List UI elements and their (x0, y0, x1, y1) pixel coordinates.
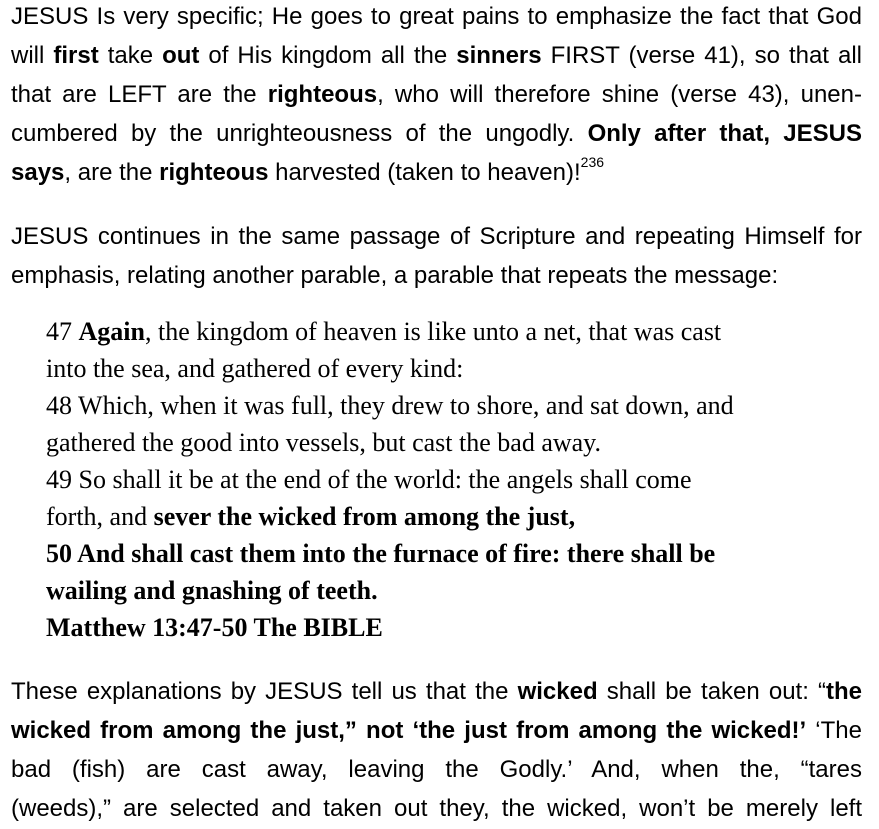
text-run: cumbered by the unrighteousness of the ungodly. (11, 120, 588, 147)
text-run: 49 So shall it be at the end of the world: the angels shall come (46, 465, 692, 494)
text-run: 48 Which, when it was full, they drew to shore, and sat down, and (46, 391, 734, 420)
paragraph-specific-harvest (11, 0, 862, 192)
text-line (11, 711, 862, 750)
text-run: forth, and (46, 502, 154, 531)
bold-text-run: says (11, 159, 65, 186)
bold-text-run: out (162, 42, 200, 69)
scripture-reference (46, 609, 826, 646)
text-run: JESUS Is very specific; He goes to great pains to emphasize the fact that God (11, 3, 862, 30)
text-run: JESUS continues in the same passage of Scripture and repeating Himself for (11, 223, 862, 250)
bold-text-run: wailing and gnashing of teeth. (46, 576, 378, 605)
paragraph-explanations (11, 672, 862, 828)
verse-line (46, 424, 826, 461)
bold-text-run: Matthew 13:47-50 The BIBLE (46, 613, 383, 642)
text-run: , are the (64, 159, 160, 186)
verse-line (46, 350, 826, 387)
verse-line (46, 572, 826, 609)
text-run: ‘The (806, 717, 862, 744)
verse-line (46, 387, 826, 424)
bold-text-run: sinners (456, 42, 542, 69)
bold-text-run: 50 And shall cast them into the furnace of fire: there shall be (46, 539, 716, 568)
scripture-quote (46, 313, 826, 646)
bold-text-run: righteous (159, 159, 269, 186)
text-line (11, 672, 862, 711)
text-line (11, 217, 862, 256)
text-line (11, 256, 862, 295)
text-run: into the sea, and gathered of every kind: (46, 354, 464, 383)
verse-line (46, 461, 826, 498)
text-run: These explanations by JESUS tell us that the (11, 678, 518, 705)
text-run: emphasis, relating another parable, a parable that repeats the message: (11, 262, 779, 289)
text-run: gathered the good into vessels, but cast the bad away. (46, 428, 601, 457)
text-run: shall be taken out: “ (597, 678, 826, 705)
text-run: , who will therefore shine (verse 43), unen- (377, 81, 862, 108)
text-run: harvested (taken to heaven)! (268, 159, 581, 186)
text-run: that are LEFT are the (11, 81, 268, 108)
text-run: FIRST (verse 41), so that all (541, 42, 862, 69)
text-run: 47 (46, 317, 79, 346)
text-line (11, 789, 862, 828)
verse-line (46, 313, 826, 350)
text-run: (weeds),” are selected and taken out they, the wicked, won’t be merely left (11, 795, 862, 822)
bold-text-run: Again (78, 317, 145, 346)
paragraph-continues-parable (11, 217, 862, 295)
verse-line (46, 498, 826, 535)
text-line (11, 114, 862, 153)
text-line (11, 75, 862, 114)
footnote-marker: 236 (580, 154, 605, 170)
bold-text-run: wicked (517, 678, 598, 705)
text-line (11, 153, 862, 192)
bold-text-run: Only after that, JESUS (587, 120, 862, 147)
bold-text-run: sever the wicked from among the just, (153, 502, 576, 531)
bold-text-run: wicked from among the just,” not ‘the just from among the wicked!’ (11, 717, 807, 744)
text-run: , the kingdom of heaven is like unto a net, that was cast (144, 317, 722, 346)
bold-text-run: righteous (267, 81, 378, 108)
text-run: take (98, 42, 163, 69)
text-run: of His kingdom all the (199, 42, 457, 69)
text-line (11, 36, 862, 75)
text-line (11, 0, 862, 36)
text-run: will (11, 42, 54, 69)
text-run: bad (fish) are cast away, leaving the Godly.’ And, when the, “tares (11, 756, 862, 783)
text-line (11, 750, 862, 789)
bold-text-run: the (826, 678, 862, 705)
verse-line (46, 535, 826, 572)
bold-text-run: first (53, 42, 99, 69)
